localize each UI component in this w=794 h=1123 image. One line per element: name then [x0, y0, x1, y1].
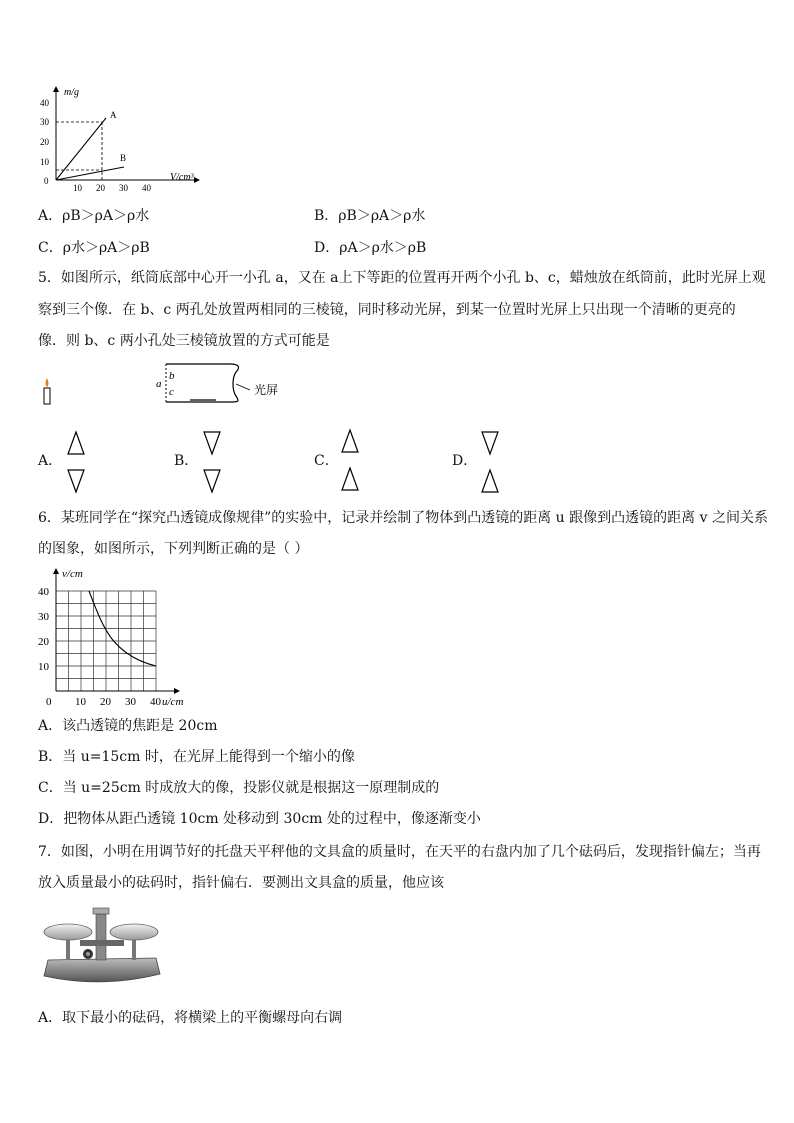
line-b	[56, 167, 124, 180]
balance-scale-image	[40, 904, 164, 986]
prism-pair-c	[340, 428, 360, 494]
hole-c-label: c	[169, 386, 174, 398]
y-axis-label: m/g	[64, 87, 79, 98]
y-tick: 0	[44, 176, 49, 186]
x-tick: 30	[125, 696, 136, 708]
q5-stem-line3: 像．则 b、c 两小孔处三棱镜放置的方式可能是	[38, 333, 330, 349]
prism-pair-a	[66, 430, 86, 496]
q6-option-c[interactable]: C．当 u=25cm 时成放大的像，投影仪就是根据这一原理制成的	[38, 780, 440, 796]
x-tick: 40	[142, 183, 151, 193]
line-b-label: B	[120, 153, 127, 163]
q5-option-b[interactable]: B．	[174, 453, 199, 469]
x-tick: 20	[100, 696, 111, 708]
prism-pair-b	[202, 430, 222, 496]
q5-stem-line1: 5．如图所示，纸筒底部中心开一小孔 a，又在 a上下等距的位置再开两个小孔 b、c，蜡烛放在纸筒前，此时光屏上观	[38, 270, 766, 286]
q4-option-b[interactable]: B．ρB＞ρA＞ρ水	[314, 208, 426, 224]
y-tick: 10	[40, 157, 49, 167]
q7-stem-line1: 7．如图，小明在用调节好的托盘天平秤他的文具盒的质量时，在天平的右盘内加了几个砝码后，发现指针偏左；当再	[38, 844, 761, 860]
q4-option-c[interactable]: C．ρ水＞ρA＞ρB	[38, 240, 150, 256]
mass-volume-graph	[36, 84, 206, 194]
x-tick: 30	[119, 183, 128, 193]
q6-stem-line1: 6．某班同学在“探究凸透镜成像规律”的实验中，记录并绘制了物体到凸透镜的距离 u 跟像到凸透镜的距离 v 之间关系	[38, 510, 768, 526]
x-tick: 40	[150, 696, 161, 708]
q6-option-d[interactable]: D．把物体从距凸透镜 10cm 处移动到 30cm 处的过程中，像逐渐变小	[38, 811, 481, 827]
y-tick: 30	[40, 117, 49, 127]
u-v-graph	[34, 564, 204, 710]
q5-option-d[interactable]: D．	[452, 453, 478, 469]
q5-option-c[interactable]: C．	[314, 453, 339, 469]
hole-a-label: a	[156, 378, 162, 390]
x-tick: 10	[73, 183, 82, 193]
screen-label: 光屏	[254, 383, 279, 397]
prism-pair-d	[480, 430, 500, 496]
y-axis-label: v/cm	[62, 568, 83, 580]
line-a	[56, 118, 106, 180]
y-tick: 10	[38, 661, 49, 673]
x-axis-label: V/cm³	[170, 172, 194, 183]
q6-stem-line2: 的图象，如图所示，下列判断正确的是（ ）	[38, 541, 309, 557]
q5-option-a[interactable]: A．	[38, 453, 63, 469]
y-tick: 40	[38, 586, 49, 598]
q4-option-a[interactable]: A．ρB＞ρA＞ρ水	[38, 208, 150, 224]
x-tick: 10	[75, 696, 86, 708]
q6-option-a[interactable]: A．该凸透镜的焦距是 20cm	[38, 718, 218, 734]
paper-tube-diagram	[150, 360, 290, 410]
x-tick: 0	[46, 696, 52, 708]
line-a-label: A	[110, 110, 117, 120]
x-tick: 20	[96, 183, 105, 193]
y-tick: 20	[40, 137, 49, 147]
q7-option-a[interactable]: A．取下最小的砝码，将横梁上的平衡螺母向右调	[38, 1010, 343, 1026]
q4-option-d[interactable]: D．ρA＞ρ水＞ρB	[314, 240, 427, 256]
q7-stem-line2: 放入质量最小的砝码时，指针偏右．要测出文具盒的质量，他应该	[38, 875, 444, 891]
y-tick: 40	[40, 98, 49, 108]
q5-stem-line2: 察到三个像．在 b、c 两孔处放置两相同的三棱镜，同时移动光屏，到某一位置时光屏上只出现一个清晰的更亮的	[38, 302, 736, 318]
candle-icon	[40, 376, 54, 406]
y-tick: 30	[38, 611, 49, 623]
hole-b-label: b	[169, 370, 175, 382]
y-tick: 20	[38, 636, 49, 648]
q6-option-b[interactable]: B．当 u=15cm 时，在光屏上能得到一个缩小的像	[38, 749, 355, 765]
x-axis-label: u/cm	[162, 696, 184, 708]
